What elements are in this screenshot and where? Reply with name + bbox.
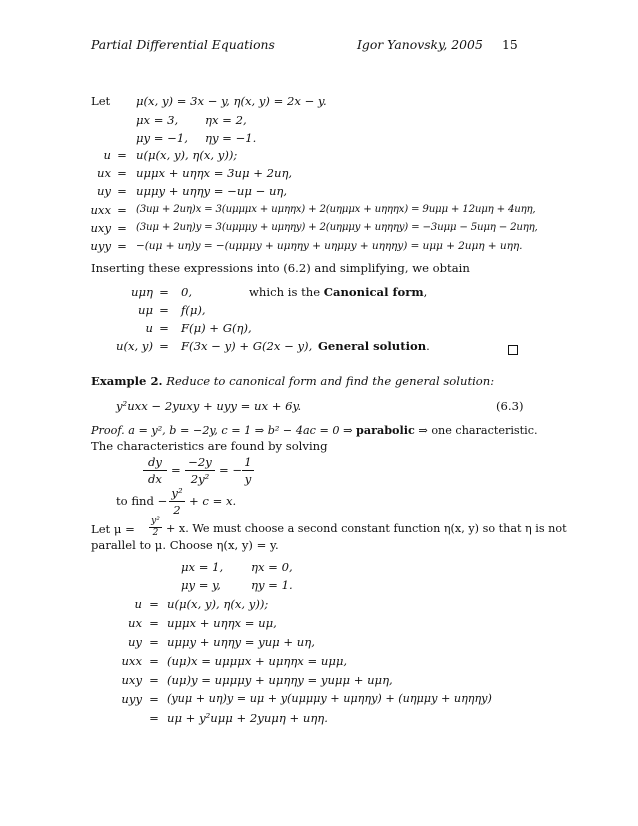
mu-y-value: μy = y,	[181, 578, 221, 592]
example-equation: y²uxx − 2yuxy + uyy = ux + 6y.	[116, 399, 302, 413]
fraction-bar	[242, 470, 254, 471]
fraction-numerator: dy	[148, 455, 162, 469]
equation-lhs: uy	[127, 635, 142, 649]
paragraph-text: The characteristics are found by solving	[91, 439, 328, 453]
equation-rhs: uμμx + uηηx = 3uμ + 2uη,	[136, 166, 293, 180]
mu-x-value: μx = 1,	[181, 560, 224, 574]
running-title: Partial Differential Equations	[91, 37, 275, 52]
equation-lhs: u	[145, 321, 153, 335]
let-mu-rest: + x. We must choose a second constant function η(x, y) so that η is not	[166, 522, 567, 535]
equation-lhs: u	[134, 597, 142, 611]
equation-rhs: (uμ)y = uμμμy + uμηηy = yuμμ + uμη,	[167, 673, 393, 687]
equals-sign: =	[159, 339, 169, 353]
equals-sign: =	[117, 148, 127, 162]
equation-lhs: uy	[96, 184, 111, 198]
fraction-bar	[143, 470, 167, 471]
equals-sign: =	[149, 597, 159, 611]
equation-lhs: uμη	[131, 285, 153, 299]
equation-lhs: uxx	[90, 203, 111, 217]
to-find-rest: + c = x.	[189, 494, 237, 508]
canonical-form-note: which is the Canonical form,	[249, 285, 428, 299]
fraction-numerator: y²	[171, 486, 183, 500]
equation-lhs: u(x, y)	[116, 339, 153, 353]
equation-rhs: u(μ(x, y), η(x, y));	[167, 597, 269, 611]
example-heading: Example 2. Reduce to canonical form and find the general solution:	[91, 374, 495, 388]
equation-rhs: (3uμ + 2uη)x = 3(uμμμx + uμηηx) + 2(uημμx + uηηηx) = 9uμμ + 12uμη + 4uηη,	[136, 204, 536, 215]
equation-rhs: uμμy + uηηy = yuμ + uη,	[167, 635, 315, 649]
page-number: 15	[502, 37, 518, 52]
qed-square-icon	[508, 345, 518, 355]
equals-sign: =	[149, 692, 159, 706]
fraction-bar	[169, 501, 185, 502]
equation-lhs: uμ	[137, 303, 153, 317]
equals-sign: =	[149, 673, 159, 687]
equation-lhs: uxy	[90, 221, 111, 235]
equals-sign: =	[171, 463, 181, 477]
equals-sign: =	[149, 711, 159, 725]
equals-sign: =	[149, 635, 159, 649]
fraction-numerator: y²	[151, 516, 160, 526]
eta-y-value: ηy = −1.	[205, 131, 257, 145]
mu-x-value: μx = 3,	[136, 113, 179, 127]
equation-rhs: uμμy + uηηy = −uμ − uη,	[136, 184, 288, 198]
equation-lhs: uyy	[90, 239, 111, 253]
equation-rhs: u(μ(x, y), η(x, y));	[136, 148, 238, 162]
equals-sign: =	[149, 654, 159, 668]
fraction-numerator: 1	[244, 455, 252, 469]
to-find-text: to find −	[116, 494, 168, 508]
equation-rhs: 0,	[181, 285, 193, 299]
let-word: Let	[91, 94, 111, 108]
mu-y-value: μy = −1,	[136, 131, 188, 145]
eta-x-value: ηx = 2,	[205, 113, 247, 127]
equation-rhs: (yuμ + uη)y = uμ + y(uμμμy + uμηηy) + (uημμy + uηηηy)	[167, 692, 492, 705]
equals-sign: =	[159, 321, 169, 335]
equals-sign: =	[159, 303, 169, 317]
equation-rhs: F(μ) + G(η),	[181, 321, 252, 335]
equation-number: (6.3)	[496, 399, 524, 413]
fraction-denominator: 2y²	[190, 472, 210, 486]
equation-rhs: −(uμ + uη)y = −(uμμμy + uμηηy + uημμy + uηηηy) = uμμ + 2uμη + uηη.	[136, 240, 523, 252]
equation-lhs: u	[103, 148, 111, 162]
equation-rhs: uμμx + uηηx = uμ,	[167, 616, 277, 630]
paragraph-text: Inserting these expressions into (6.2) and simplifying, we obtain	[91, 261, 470, 275]
equation-rhs: (uμ)x = uμμμx + uμηηx = uμμ,	[167, 654, 348, 668]
fraction-denominator: 2	[152, 528, 159, 538]
equation-rhs: F(3x − y) + G(2x − y),	[181, 339, 313, 353]
equation-lhs: uyy	[121, 692, 142, 706]
paragraph-text: parallel to μ. Choose η(x, y) = y.	[91, 538, 279, 552]
equation-rhs: (3uμ + 2uη)y = 3(uμμμy + uμηηy) + 2(uημμy + uηηηy) = −3uμμ − 5uμη − 2uηη,	[136, 222, 538, 233]
equals-sign: =	[149, 616, 159, 630]
equation-lhs: uxy	[121, 673, 142, 687]
variable-definition: μ(x, y) = 3x − y, η(x, y) = 2x − y.	[136, 94, 327, 108]
fraction-denominator: 2	[173, 503, 181, 517]
equation-rhs: uμ + y²uμμ + 2yuμη + uηη.	[167, 711, 328, 725]
equals-sign: =	[159, 285, 169, 299]
fraction-denominator: y	[244, 472, 252, 486]
equals-sign: =	[117, 166, 127, 180]
equation-lhs: uxx	[121, 654, 142, 668]
equals-sign: =	[117, 184, 127, 198]
eta-x-value: ηx = 0,	[251, 560, 293, 574]
equals-sign: =	[117, 239, 127, 253]
eta-y-value: ηy = 1.	[251, 578, 293, 592]
fraction-denominator: dx	[148, 472, 162, 486]
equation-lhs: ux	[127, 616, 142, 630]
equation-lhs: ux	[96, 166, 111, 180]
proof-line: Proof. a = y², b = −2y, c = 1 ⇒ b² − 4ac = 0 ⇒ parabolic ⇒ one characteristic.	[91, 423, 538, 437]
equals-minus: = −	[219, 463, 243, 477]
let-mu-text: Let μ =	[91, 522, 135, 536]
equals-sign: =	[117, 203, 127, 217]
equation-rhs: f(μ),	[181, 303, 206, 317]
equals-sign: =	[117, 221, 127, 235]
running-author: Igor Yanovsky, 2005	[357, 37, 483, 52]
fraction-bar	[185, 470, 215, 471]
fraction-numerator: −2y	[188, 455, 212, 469]
general-solution-note: General solution.	[318, 339, 430, 353]
